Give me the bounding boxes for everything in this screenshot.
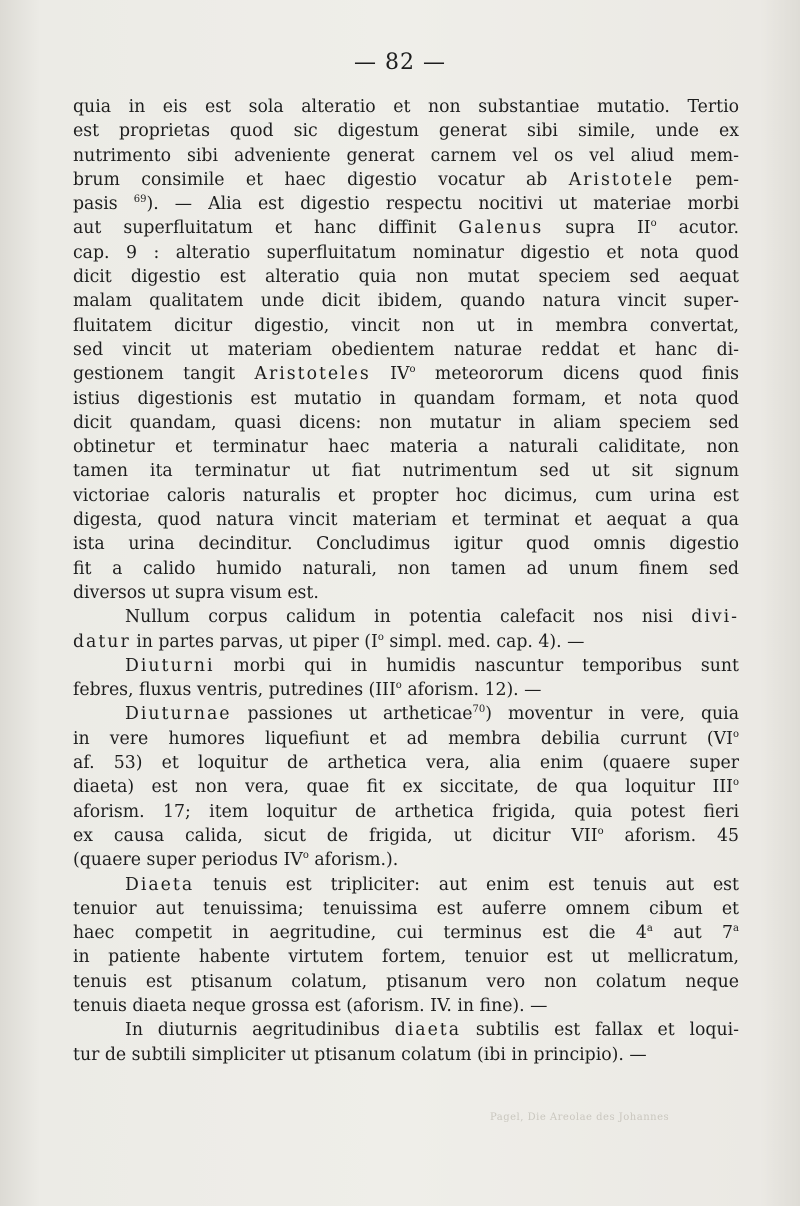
text-line	[73, 192, 739, 216]
text-line	[73, 1018, 739, 1042]
text-line	[73, 95, 739, 119]
text-line	[73, 338, 739, 362]
text-run: fluitatem dicitur digestio, vincit non ut in membra convertat,	[73, 315, 739, 336]
text-run: nutrimento sibi adveniente generat carnem vel os vel aliud mem-	[73, 145, 739, 166]
superscript: a	[733, 923, 740, 935]
superscript: o	[302, 850, 309, 862]
superscript: o	[377, 631, 384, 643]
spaced-name: Aristoteles	[254, 364, 371, 385]
text-run: af. 53) et loquitur de arthetica vera, alia enim (quaere super	[73, 753, 739, 774]
text-run: subtilis est fallax et loqui-	[461, 1020, 739, 1041]
text-run: istius digestionis est mutatio in quandam formam, et nota quod	[73, 388, 739, 409]
text-run: aut superfluitatum et hanc diffinit	[73, 218, 459, 239]
text-run: pasis	[73, 194, 134, 215]
text-line	[73, 484, 739, 508]
text-line	[73, 605, 739, 629]
text-run: digesta, quod natura vincit materiam et terminat et aequat a qua	[73, 510, 739, 531]
text-line	[73, 265, 739, 289]
text-line	[73, 289, 739, 313]
text-line	[73, 216, 739, 240]
text-body	[73, 95, 739, 1067]
text-line	[73, 168, 739, 192]
text-line	[73, 702, 739, 726]
superscript: 69	[133, 194, 147, 206]
text-run: febres, fluxus ventris, putredines (III	[73, 680, 396, 701]
superscript: o	[650, 218, 657, 230]
text-line	[73, 362, 739, 386]
text-line	[73, 800, 739, 824]
text-run: In diuturnis aegritudinibus	[125, 1020, 395, 1041]
text-run: fit a calido humido naturali, non tamen ad unum finem sed	[73, 558, 739, 579]
text-run: aforism. 45	[603, 825, 739, 846]
text-run: morbi qui in humidis nascuntur temporibus sunt	[214, 655, 739, 676]
text-line	[73, 897, 739, 921]
text-run: ) moventur in vere, quia	[485, 704, 739, 725]
text-run: in vere humores liquefiunt et ad membra debilia currunt (VI	[73, 728, 733, 749]
spaced-name: datur	[73, 631, 131, 652]
text-line	[73, 241, 739, 265]
spaced-name: divi-	[691, 607, 739, 628]
text-line	[73, 581, 739, 605]
text-run: gestionem tangit	[73, 364, 255, 385]
text-line	[73, 532, 739, 556]
text-run: passiones ut artheticae	[231, 704, 473, 725]
text-run: aforism. 12). —	[401, 680, 542, 701]
text-line	[73, 945, 739, 969]
superscript: o	[395, 680, 402, 692]
spaced-name: diaeta	[394, 1020, 462, 1041]
text-run: malam qualitatem unde dicit ibidem, quando natura vincit super-	[73, 291, 739, 312]
spaced-name: Aristotele	[568, 169, 675, 190]
text-run: ex causa calida, sicut de frigida, ut dicitur VII	[73, 825, 598, 846]
text-line	[73, 459, 739, 483]
text-run: tenuis est tripliciter: aut enim est tenuis aut est	[194, 874, 739, 895]
text-line	[73, 630, 739, 654]
text-run: victoriae caloris naturalis et propter hoc dicimus, cum urina est	[73, 485, 739, 506]
text-run: meteororum dicens quod finis	[415, 364, 739, 385]
text-run: dicit quandam, quasi dicens: non mutatur in aliam speciem sed	[73, 412, 739, 433]
text-run: tamen ita terminatur ut fiat nutrimentum sed ut sit signum	[73, 461, 739, 482]
text-line	[73, 435, 739, 459]
superscript: o	[732, 777, 739, 789]
text-run: tenuis est ptisanum colatum, ptisanum vero non colatum neque	[73, 971, 739, 992]
text-run: aut 7	[652, 923, 734, 944]
superscript: 70	[472, 704, 486, 716]
text-run: haec competit in aegritudine, cui terminus est die 4	[73, 923, 647, 944]
text-line	[73, 751, 739, 775]
text-run: brum consimile et haec digestio vocatur ab	[73, 169, 569, 190]
page-number: — 82 —	[354, 50, 446, 75]
spaced-name: Diuturnae	[125, 704, 232, 725]
text-run: ). — Alia est digestio respectu nocitivi ut materiae morbi	[146, 194, 740, 215]
text-line	[73, 387, 739, 411]
text-run: dicit digestio est alteratio quia non mutat speciem sed aequat	[73, 267, 739, 288]
text-line	[73, 508, 739, 532]
spaced-name: Galenus	[458, 218, 544, 239]
spaced-name: Diuturni	[125, 655, 215, 676]
text-run: diaeta) est non vera, quae fit ex siccitate, de qua loquitur III	[73, 777, 733, 798]
text-run: aforism.).	[308, 850, 399, 871]
text-line	[73, 1043, 739, 1067]
spaced-name: Diaeta	[125, 874, 195, 895]
superscript: o	[409, 364, 416, 376]
text-run: est proprietas quod sic digestum generat sibi simile, unde ex	[73, 121, 739, 142]
text-line	[73, 314, 739, 338]
footer-show-through: Pagel, Die Areolae des Johannes	[490, 1112, 670, 1123]
text-run: IV	[370, 364, 410, 385]
text-run: tenuior aut tenuissima; tenuissima est auferre omnem cibum et	[73, 898, 739, 919]
text-line	[73, 678, 739, 702]
text-run: obtinetur et terminatur haec materia a naturali caliditate, non	[73, 437, 739, 458]
text-run: in patiente habente virtutem fortem, tenuior est ut mellicratum,	[73, 947, 739, 968]
text-run: cap. 9 : alteratio superfluitatum nominatur digestio et nota quod	[73, 242, 739, 263]
text-line	[73, 824, 739, 848]
text-line	[73, 994, 739, 1018]
text-line	[73, 654, 739, 678]
text-run: tenuis diaeta neque grossa est (aforism. IV. in fine). —	[73, 995, 548, 1016]
text-run: acutor.	[656, 218, 739, 239]
text-run: supra II	[543, 218, 651, 239]
text-line	[73, 557, 739, 581]
text-run: diversos ut supra visum est.	[73, 582, 319, 603]
text-run: ista urina decinditur. Concludimus igitur quod omnis digestio	[73, 534, 739, 555]
text-run: tur de subtili simpliciter ut ptisanum colatum (ibi in principio). —	[73, 1044, 647, 1065]
text-run: sed vincit ut materiam obedientem naturae reddat et hanc di-	[73, 339, 739, 360]
text-run: pem-	[674, 169, 739, 190]
text-line	[73, 411, 739, 435]
text-run: quia in eis est sola alteratio et non substantiae mutatio. Tertio	[73, 97, 739, 117]
text-run: simpl. med. cap. 4). —	[383, 631, 585, 652]
text-run: (quaere super periodus IV	[73, 850, 303, 871]
text-line	[73, 848, 739, 872]
text-line	[73, 921, 739, 945]
superscript: a	[646, 923, 653, 935]
text-run: in partes parvas, ut piper (I	[130, 631, 378, 652]
superscript: o	[597, 825, 604, 837]
text-line	[73, 970, 739, 994]
text-line	[73, 727, 739, 751]
text-line	[73, 873, 739, 897]
text-line	[73, 144, 739, 168]
text-run: aforism. 17; item loquitur de arthetica frigida, quia potest fieri	[73, 801, 739, 822]
text-line	[73, 119, 739, 143]
text-run: Nullum corpus calidum in potentia calefacit nos nisi	[125, 607, 692, 628]
text-line	[73, 775, 739, 799]
superscript: o	[732, 728, 739, 740]
